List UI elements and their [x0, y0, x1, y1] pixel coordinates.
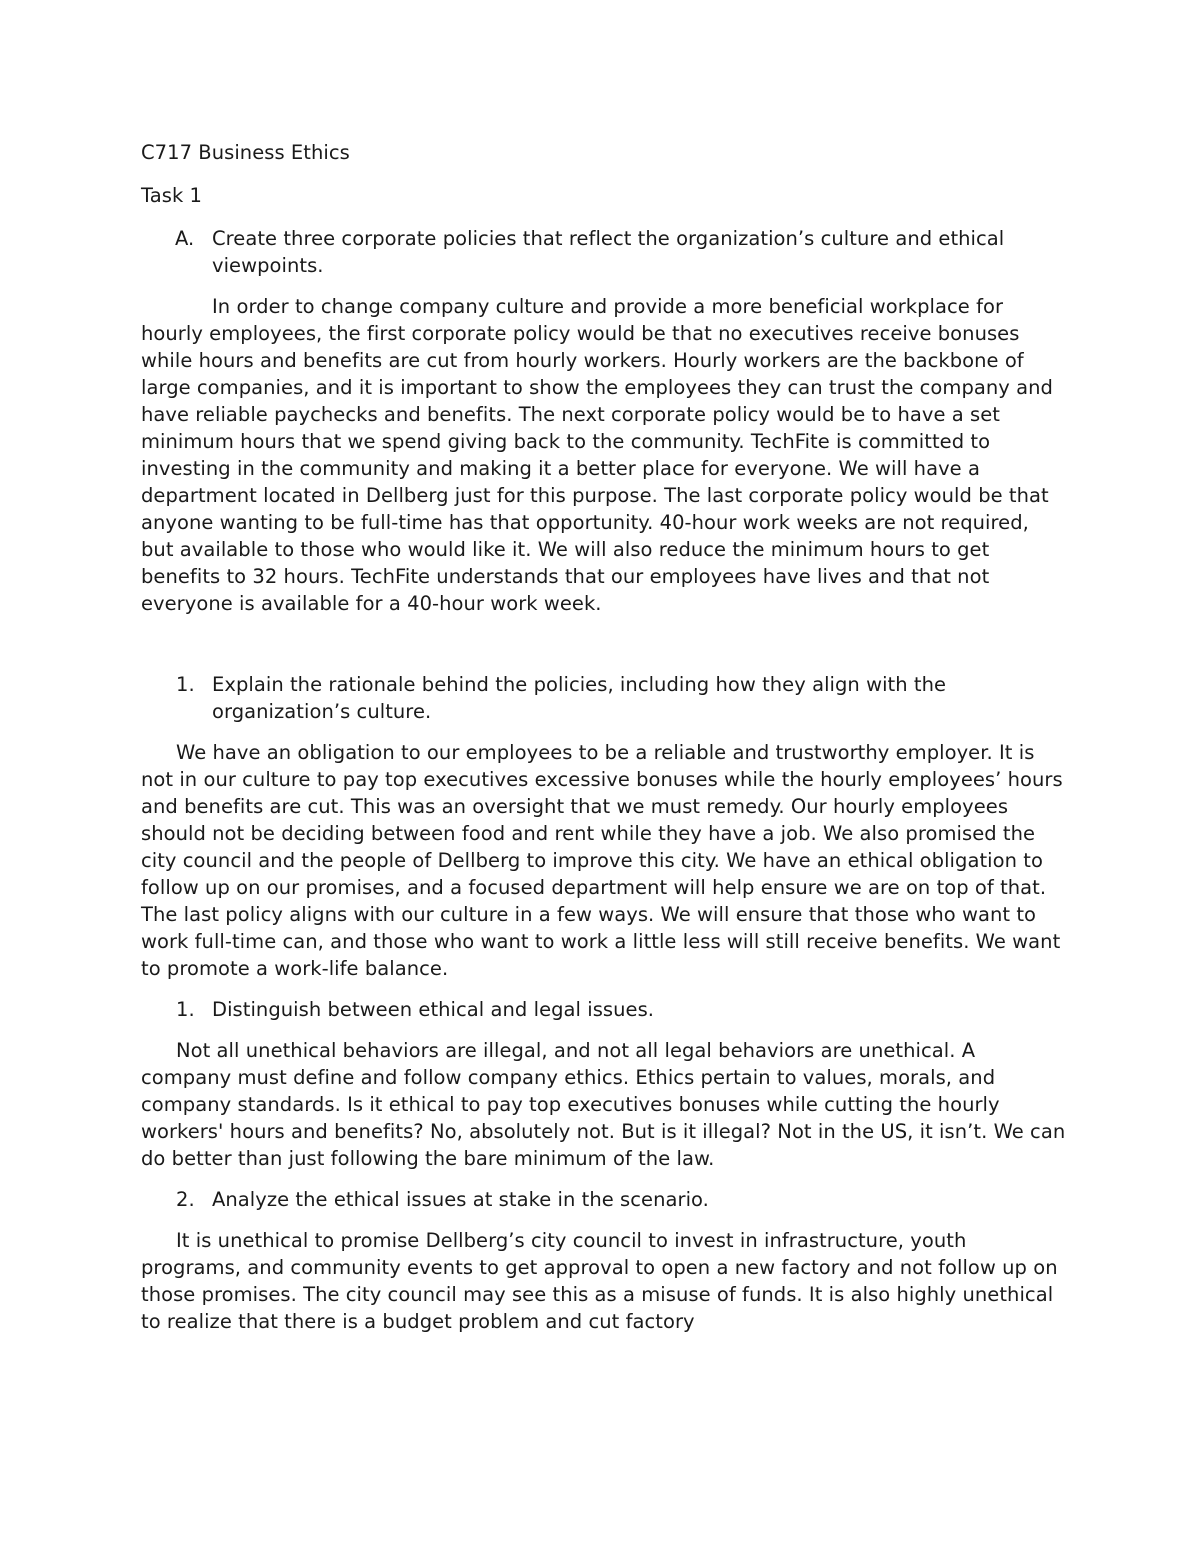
- list-marker: 1.: [176, 998, 195, 1021]
- section-2-body: It is unethical to promise Dellberg’s city council to invest in infrastructure, youth programs, and community events to get approval to open a new factory and not follow up on those promises. The city council may see this as a misuse of funds. It is also highly unethical to realize that there is a budget problem and cut factory: [141, 1229, 1058, 1333]
- section-1b-heading: [141, 996, 1066, 1023]
- spacer: [141, 631, 1066, 671]
- section-1-body: We have an obligation to our employees to be a reliable and trustworthy employer. It is not in our culture to pay top executives excessive bonuses while the hourly employees’ hours and benefits are cut. This was an oversight that we must remedy. Our hourly employees should not be deciding between food and rent while they have a job. We also promised the city council and the people of Dellberg to improve this city. We have an ethical obligation to follow up on our promises, and a focused department will help ensure we are on top of that. The last policy aligns with our culture in a few ways. We will ensure that those who want to work full-time can, and those who want to work a little less will still receive benefits. We want to promote a work-life balance.: [141, 741, 1063, 980]
- list-marker: 2.: [176, 1188, 195, 1211]
- list-marker: A.: [175, 227, 195, 250]
- section-1b-body: Not all unethical behaviors are illegal, and not all legal behaviors are unethical. A company must define and follow company ethics. Ethics pertain to values, morals, and company standards. Is it ethical to pay top executives bonuses while cutting the hourly workers' hours and benefits? No, absolutely not. But is it illegal? Not in the US, it isn’t. We can do better than just following the bare minimum of the law.: [141, 1039, 1066, 1170]
- document-page: [141, 139, 1066, 1349]
- section-heading-text: Distinguish between ethical and legal issues.: [212, 998, 655, 1021]
- section-1-heading: [141, 671, 1066, 725]
- section-heading-text: Analyze the ethical issues at stake in the scenario.: [212, 1188, 709, 1211]
- task-heading: Task 1: [141, 184, 202, 207]
- list-marker: 1.: [176, 673, 195, 696]
- document-title: C717 Business Ethics: [141, 141, 350, 164]
- section-heading-text: Explain the rationale behind the policies, including how they align with the organization’s culture.: [212, 673, 947, 723]
- section-a-body: In order to change company culture and provide a more beneficial workplace for hourly employees, the first corporate policy would be that no executives receive bonuses while hours and benefits are cut from hourly workers. Hourly workers are the backbone of large companies, and it is important to show the employees they can trust the company and have reliable paychecks and benefits. The next corporate policy would be to have a set minimum hours that we spend giving back to the community. TechFite is committed to investing in the community and making it a better place for everyone. We will have a department located in Dellberg just for this purpose. The last corporate policy would be that anyone wanting to be full-time has that opportunity. 40-hour work weeks are not required, but available to those who would like it. We will also reduce the minimum hours to get benefits to 32 hours. TechFite understands that our employees have lives and that not everyone is available for a 40-hour work week.: [141, 295, 1053, 615]
- section-heading-text: Create three corporate policies that reflect the organization’s culture and ethical viewpoints.: [212, 227, 1005, 277]
- section-a-heading: [141, 225, 1066, 279]
- section-2-heading: [141, 1186, 1066, 1213]
